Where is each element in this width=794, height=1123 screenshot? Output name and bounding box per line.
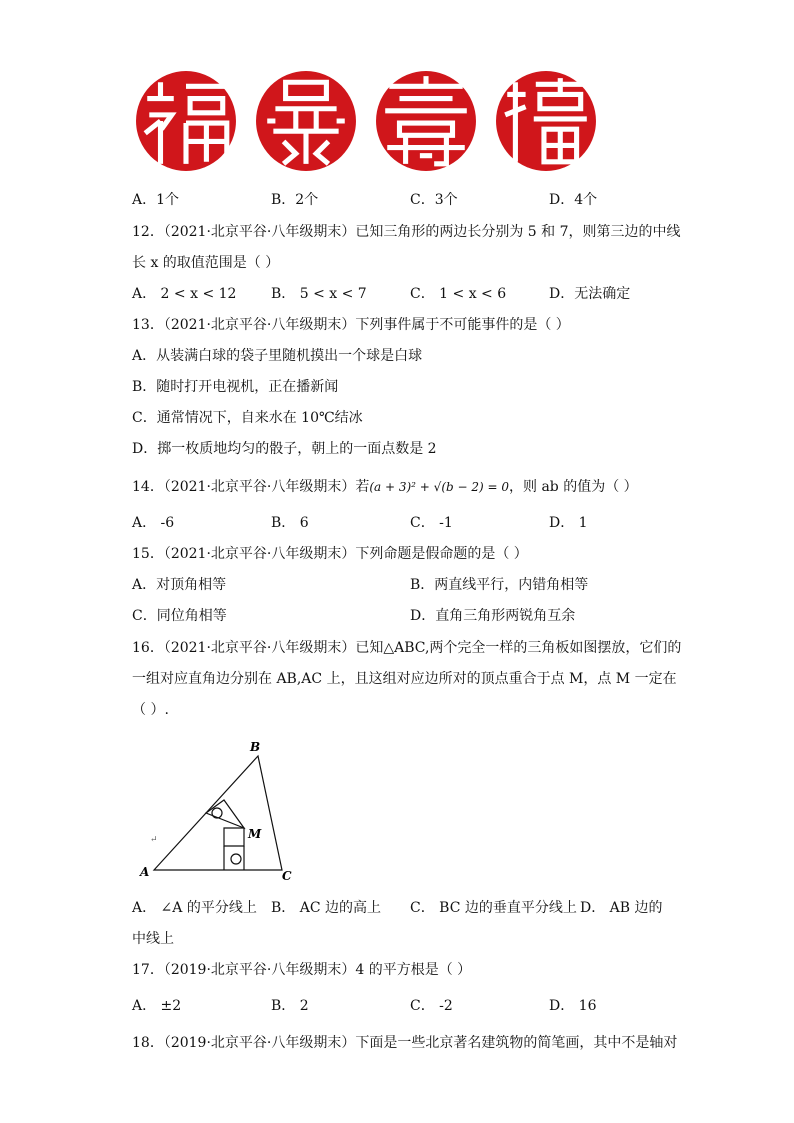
q13-option-b: B．随时打开电视机，正在播新闻 — [132, 379, 339, 395]
q15-option-b: B．两直线平行，内错角相等 — [410, 577, 589, 593]
q12-option-b: B． 5 < x < 7 — [271, 286, 367, 302]
q12-option-d: D．无法确定 — [549, 286, 631, 302]
label-a: A — [140, 865, 150, 879]
label-m: M — [248, 827, 262, 841]
shou-seal-icon — [375, 70, 477, 172]
lu-seal-icon — [255, 70, 357, 172]
q17-option-a: A． ±2 — [132, 998, 182, 1014]
q16-option-b: B． AC 边的高上 — [271, 900, 382, 916]
q17-option-b: B． 2 — [271, 998, 309, 1014]
q15-option-a: A．对顶角相等 — [132, 577, 227, 593]
q13-option-c: C．通常情况下，自来水在 10℃结冰 — [132, 410, 363, 426]
set-square-2 — [224, 828, 244, 846]
q14-stem — [132, 477, 638, 497]
q18-stem: 18．（2019·北京平谷·八年级期末）下面是一些北京著名建筑物的简笔画，其中不是轴对 — [132, 1035, 678, 1051]
q13-stem: 13．（2021·北京平谷·八年级期末）下列事件属于不可能事件的是（ ） — [132, 317, 570, 333]
q16-stem-line3: （ ）. — [132, 702, 169, 718]
return-mark: ↵ — [150, 835, 158, 845]
q16-triangle-figure — [132, 738, 302, 886]
q11-option-b: B．2个 — [271, 192, 319, 208]
q13-option-a: A．从装满白球的袋子里随机摸出一个球是白球 — [132, 348, 423, 364]
q12-stem-line1: 12．（2021·北京平谷·八年级期末）已知三角形的两边长分别为 5 和 7，则第三边的中线 — [132, 224, 681, 240]
q14-prefix: 14．（2021·北京平谷·八年级期末）若 — [132, 479, 370, 495]
q16-option-a: A． ∠A 的平分线上 — [132, 900, 257, 916]
q16-option-d: D． AB 边的 — [580, 900, 663, 916]
q17-stem: 17．（2019·北京平谷·八年级期末）4 的平方根是（ ） — [132, 962, 472, 978]
xi-seal-icon — [495, 70, 597, 172]
q15-stem: 15．（2021·北京平谷·八年级期末）下列命题是假命题的是（ ） — [132, 546, 528, 562]
q16-stem-line1: 16．（2021·北京平谷·八年级期末）已知△ABC,两个完全一样的三角板如图摆放，它们的 — [132, 640, 682, 656]
fu-seal-icon — [135, 70, 237, 172]
q11-option-d: D．4个 — [549, 192, 598, 208]
q12-option-c: C． 1 < x < 6 — [410, 286, 507, 302]
q12-stem-line2: 长 x 的取值范围是（ ） — [132, 255, 280, 271]
q13-option-d: D．掷一枚质地均匀的骰子，朝上的一面点数是 2 — [132, 441, 437, 457]
q15-option-c: C．同位角相等 — [132, 608, 227, 624]
q16-stem-line2: 一组对应直角边分别在 AB,AC 上，且这组对应边所对的顶点重合于点 M，点 M 一定在 — [132, 671, 677, 687]
label-b: B — [250, 740, 261, 754]
q11-option-c: C．3个 — [410, 192, 458, 208]
q14-option-b: B． 6 — [271, 515, 309, 531]
q14-option-d: D． 1 — [549, 515, 588, 531]
q14-expression: (a + 3)² + √(b − 2) = 0 — [369, 480, 510, 494]
q11-option-a: A．1个 — [132, 192, 180, 208]
q12-option-a: A． 2 < x < 12 — [132, 286, 237, 302]
q16-option-d-cont: 中线上 — [132, 931, 174, 947]
q14-suffix: ，则 ab 的值为（ ） — [509, 479, 638, 495]
q14-option-c: C． -1 — [410, 515, 453, 531]
q15-option-d: D．直角三角形两锐角互余 — [410, 608, 576, 624]
q16-option-c: C． BC 边的垂直平分线上 — [410, 900, 577, 916]
q17-option-d: D． 16 — [549, 998, 597, 1014]
q14-option-a: A． -6 — [132, 515, 175, 531]
triangle-abc — [154, 756, 282, 870]
label-c: C — [282, 869, 292, 883]
q17-option-c: C． -2 — [410, 998, 453, 1014]
